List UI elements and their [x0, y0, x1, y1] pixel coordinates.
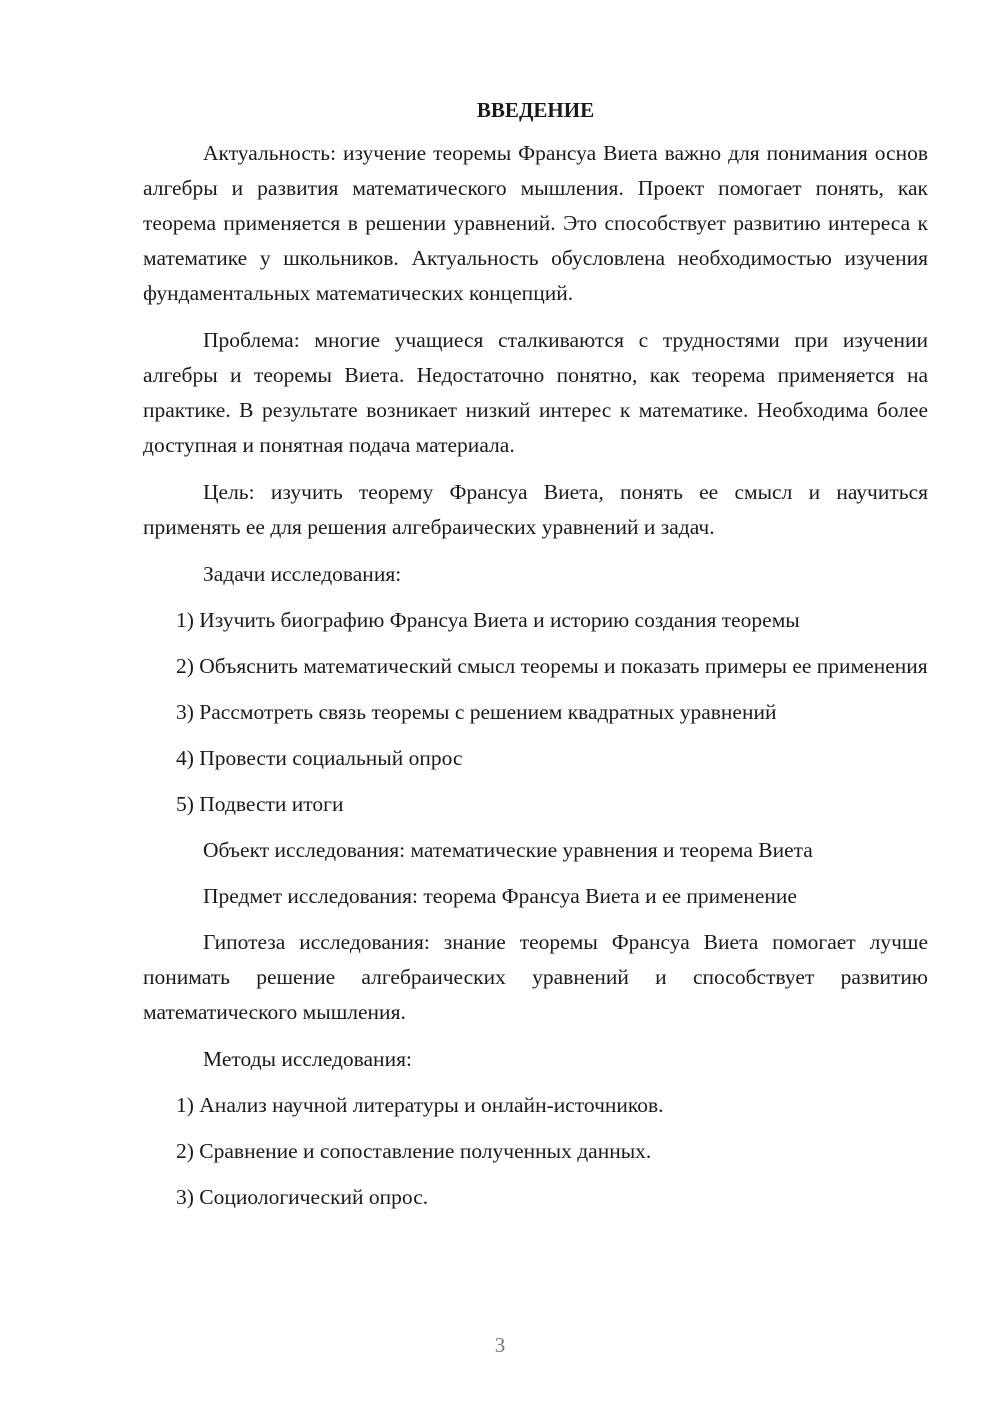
relevance-paragraph: Актуальность: изучение теоремы Франсуа Виета важно для понимания основ алгебры и развития математического мышления. Проект помогает понять, как теорема применяется в решении уравнений. Это способствует развитию интереса к математике у школьников. Актуальность обусловлена необходимостью изучения фундаментальных математических концепций. [143, 141, 928, 305]
object-line: Объект исследования: математические уравнения и теорема Виета [203, 838, 813, 862]
page-number: 3 [494, 1333, 506, 1357]
list-item: 1) Анализ научной литературы и онлайн-источников. [176, 1093, 664, 1117]
document-page [143, 95, 928, 1226]
tasks-list [143, 603, 928, 822]
list-item: 3) Рассмотреть связь теоремы с решением квадратных уравнений [176, 700, 777, 724]
subject-line: Предмет исследования: теорема Франсуа Виета и ее применение [203, 884, 797, 908]
methods-heading: Методы исследования: [203, 1047, 412, 1071]
list-item: 3) Социологический опрос. [176, 1185, 429, 1209]
tasks-heading: Задачи исследования: [203, 562, 402, 586]
methods-list [143, 1088, 928, 1215]
problem-paragraph: Проблема: многие учащиеся сталкиваются с трудностями при изучении алгебры и теоремы Виета. Недостаточно понятно, как теорема применяется на практике. В результате возникает низкий интерес к математике. Необходима более доступная и понятная подача материала. [143, 328, 928, 457]
list-item: 4) Провести социальный опрос [176, 746, 463, 770]
list-item: 2) Сравнение и сопоставление полученных данных. [176, 1139, 652, 1163]
list-item: 5) Подвести итоги [176, 792, 344, 816]
section-title: ВВЕДЕНИЕ [476, 98, 595, 122]
hypothesis-paragraph: Гипотеза исследования: знание теоремы Франсуа Виета помогает лучше понимать решение алгебраических уравнений и способствует развитию математического мышления. [143, 930, 928, 1024]
list-item: 1) Изучить биографию Франсуа Виета и историю создания теоремы [176, 608, 800, 632]
goal-paragraph: Цель: изучить теорему Франсуа Виета, понять ее смысл и научиться применять ее для решения алгебраических уравнений и задач. [143, 480, 928, 539]
list-item: 2) Объяснить математический смысл теоремы и показать примеры ее применения [176, 654, 928, 678]
